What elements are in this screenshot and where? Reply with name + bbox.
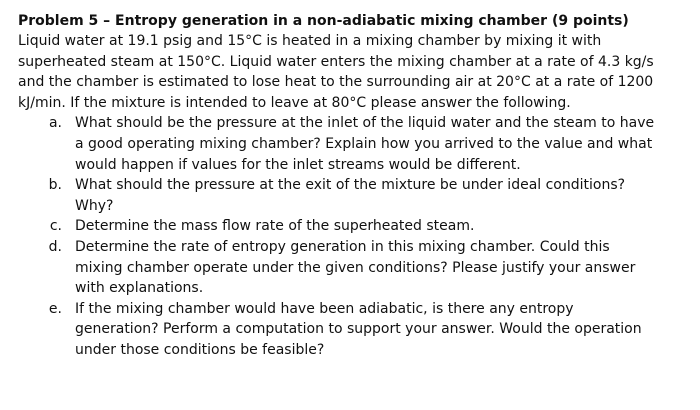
- question-text: What should the pressure at the exit of the mixture be under ideal conditions? Why?: [75, 177, 626, 214]
- question-item-d: [18, 237, 700, 299]
- problem-title: Problem 5 – Entropy generation in a non-adiabatic mixing chamber (9 points): [18, 13, 629, 29]
- question-list: [18, 113, 700, 360]
- question-label: d.: [48, 238, 62, 255]
- question-text: What should be the pressure at the inlet of the liquid water and the steam to have a good operating mixing chamber? Explain how you arrived to the value and what would happen if values for the inlet streams would be different.: [75, 115, 655, 173]
- question-item-c: [18, 216, 700, 237]
- question-label: c.: [49, 218, 62, 235]
- question-text: If the mixing chamber would have been adiabatic, is there any entropy generation? Perform a computation to support your answer. Would the operation under those conditions be feasible?: [75, 300, 642, 358]
- question-label: e.: [48, 300, 62, 317]
- question-text: Determine the mass flow rate of the superheated steam.: [75, 218, 475, 235]
- question-item-a: [18, 113, 700, 175]
- question-item-b: [18, 175, 700, 216]
- problem-statement: Liquid water at 19.1 psig and 15°C is heated in a mixing chamber by mixing it with superheated steam at 150°C. Liquid water enters the mixing chamber at a rate of 4.3 kg/s and the chamber is estimated to lose heat to the surrounding air at 20°C at a rate of 1200 kJ/min. If the mixture is intended to leave at 80°C please answer the following.: [18, 33, 654, 111]
- question-label: b.: [48, 177, 62, 194]
- question-item-e: [18, 299, 700, 361]
- question-text: Determine the rate of entropy generation in this mixing chamber. Could this mixing chamber operate under the given conditions? Please justify your answer with explanations.: [75, 238, 636, 297]
- question-label: a.: [48, 115, 62, 132]
